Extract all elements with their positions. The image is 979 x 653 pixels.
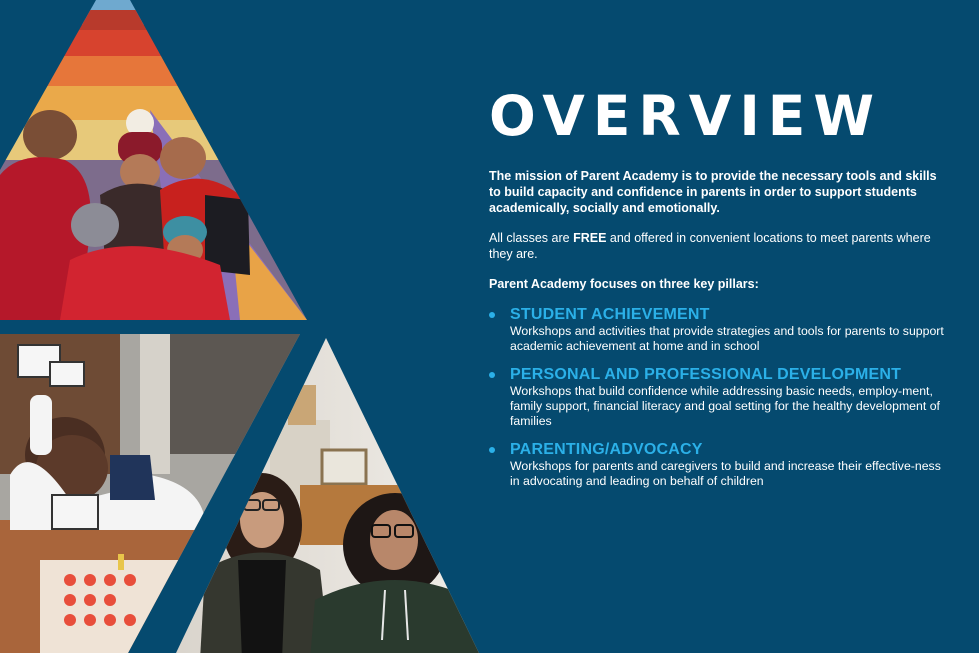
pillar-title: STUDENT ACHIEVEMENT <box>510 306 710 323</box>
classes-prefix: All classes are <box>489 231 574 245</box>
bullet-icon <box>489 447 495 453</box>
overview-panel <box>489 84 944 501</box>
page-title: OVERVIEW <box>489 84 883 148</box>
family-hug-photo <box>0 0 320 320</box>
pillar-description: Workshops for parents and caregivers to build and increase their effective-ness in advocating and leading on behalf of children <box>510 459 941 488</box>
pillar-parenting-advocacy <box>489 441 944 489</box>
pillar-description: Workshops that build confidence while addressing basic needs, employ-ment, family support, financial literacy and goal setting for the healthy development of families <box>510 384 940 428</box>
pillar-description: Workshops and activities that provide strategies and tools for parents to support academic achievement at home and in school <box>510 324 944 353</box>
pillar-title: PARENTING/ADVOCACY <box>510 441 703 458</box>
pillar-title: PERSONAL AND PROFESSIONAL DEVELOPMENT <box>510 366 902 383</box>
classes-suffix: and offered in convenient locations to meet parents where they are. <box>489 231 931 261</box>
pillar-student-achievement <box>489 306 944 354</box>
bullet-icon <box>489 312 495 318</box>
bullet-icon <box>489 372 495 378</box>
pillar-personal-professional-development <box>489 366 944 429</box>
mission-statement: The mission of Parent Academy is to provide the necessary tools and skills to build capacity and confidence in parents in order to support students academically, socially and emotionally. <box>489 169 937 215</box>
pillars-intro: Parent Academy focuses on three key pillars: <box>489 277 759 291</box>
classes-statement <box>489 230 944 262</box>
classes-free-emphasis: FREE <box>573 231 607 245</box>
